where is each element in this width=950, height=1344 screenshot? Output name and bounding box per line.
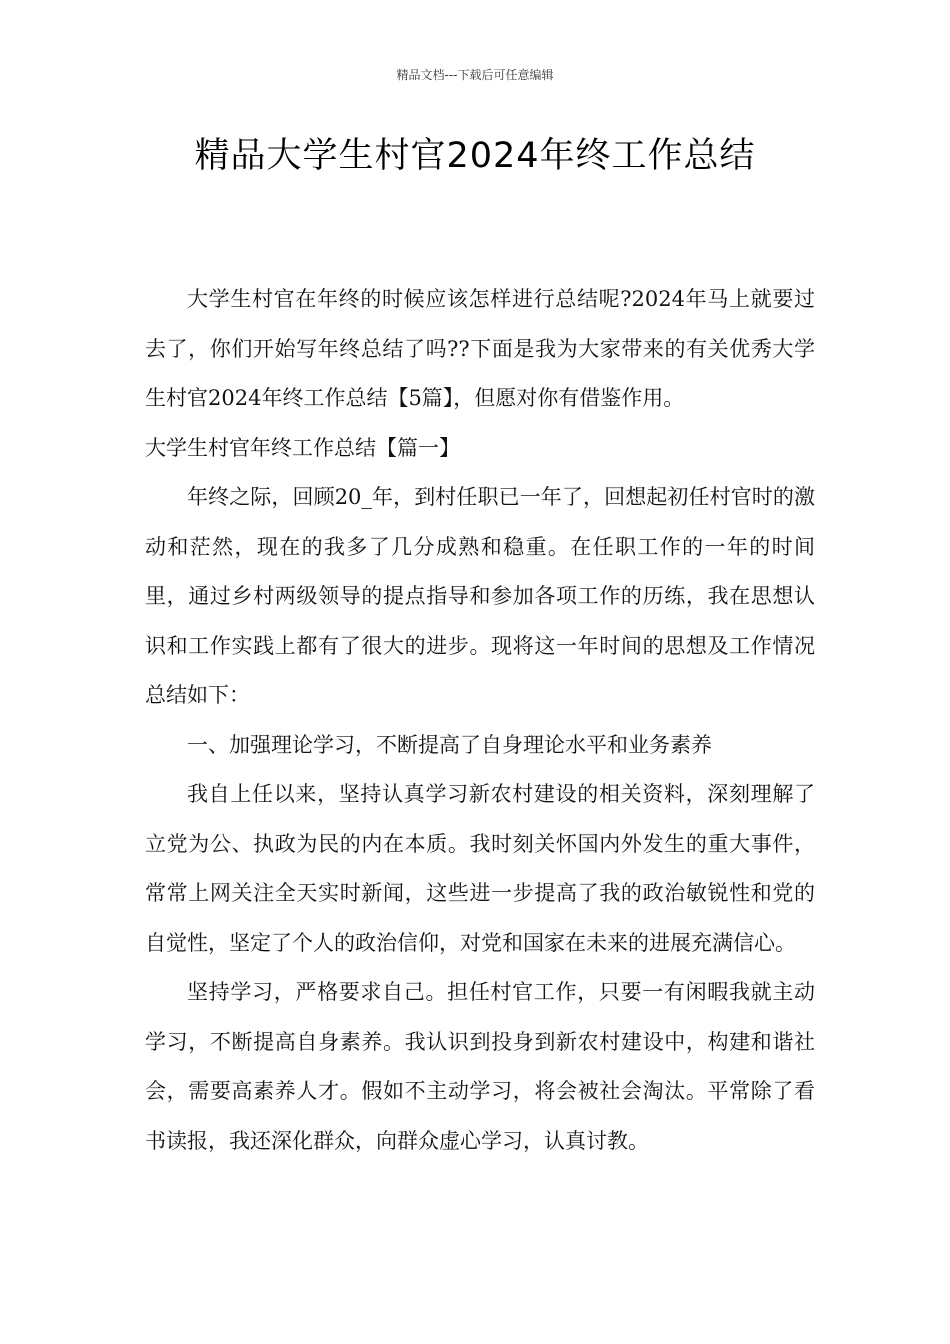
body-paragraph: 我自上任以来，坚持认真学习新农村建设的相关资料，深刻理解了立党为公、执政为民的内在本质。我时刻关怀国内外发生的重大事件，常常上网关注全天实时新闻，这些进一步提高了我的政治敏锐性和党的自觉性，坚定了个人的政治信仰，对党和国家在未来的进展充满信心。 xyxy=(145,782,815,955)
section-heading: 大学生村官年终工作总结【篇一】 xyxy=(145,435,460,460)
document-body xyxy=(145,275,815,1166)
body-paragraph: 坚持学习，严格要求自己。担任村官工作，只要一有闲暇我就主动学习，不断提高自身素养。我认识到投身到新农村建设中，构建和谐社会，需要高素养人才。假如不主动学习，将会被社会淘汰。平常除了看书读报，我还深化群众，向群众虚心学习，认真讨教。 xyxy=(145,980,815,1153)
document-title: 精品大学生村官2024年终工作总结 xyxy=(194,136,756,176)
header-note: 精品文档---下载后可任意编辑 xyxy=(396,68,554,82)
body-paragraph: 年终之际，回顾20_年，到村任职已一年了，回想起初任村官时的激动和茫然，现在的我多了几分成熟和稳重。在任职工作的一年的时间里，通过乡村两级领导的提点指导和参加各项工作的历练，我在思想认识和工作实践上都有了很大的进步。现将这一年时间的思想及工作情况总结如下： xyxy=(145,485,815,707)
subsection-heading: 一、加强理论学习，不断提高了自身理论水平和业务素养 xyxy=(187,732,712,757)
intro-paragraph: 大学生村官在年终的时候应该怎样进行总结呢?2024年马上就要过去了，你们开始写年终总结了吗??下面是我为大家带来的有关优秀大学生村官2024年终工作总结【5篇】，但愿对你有借鉴作用。 xyxy=(145,287,815,410)
